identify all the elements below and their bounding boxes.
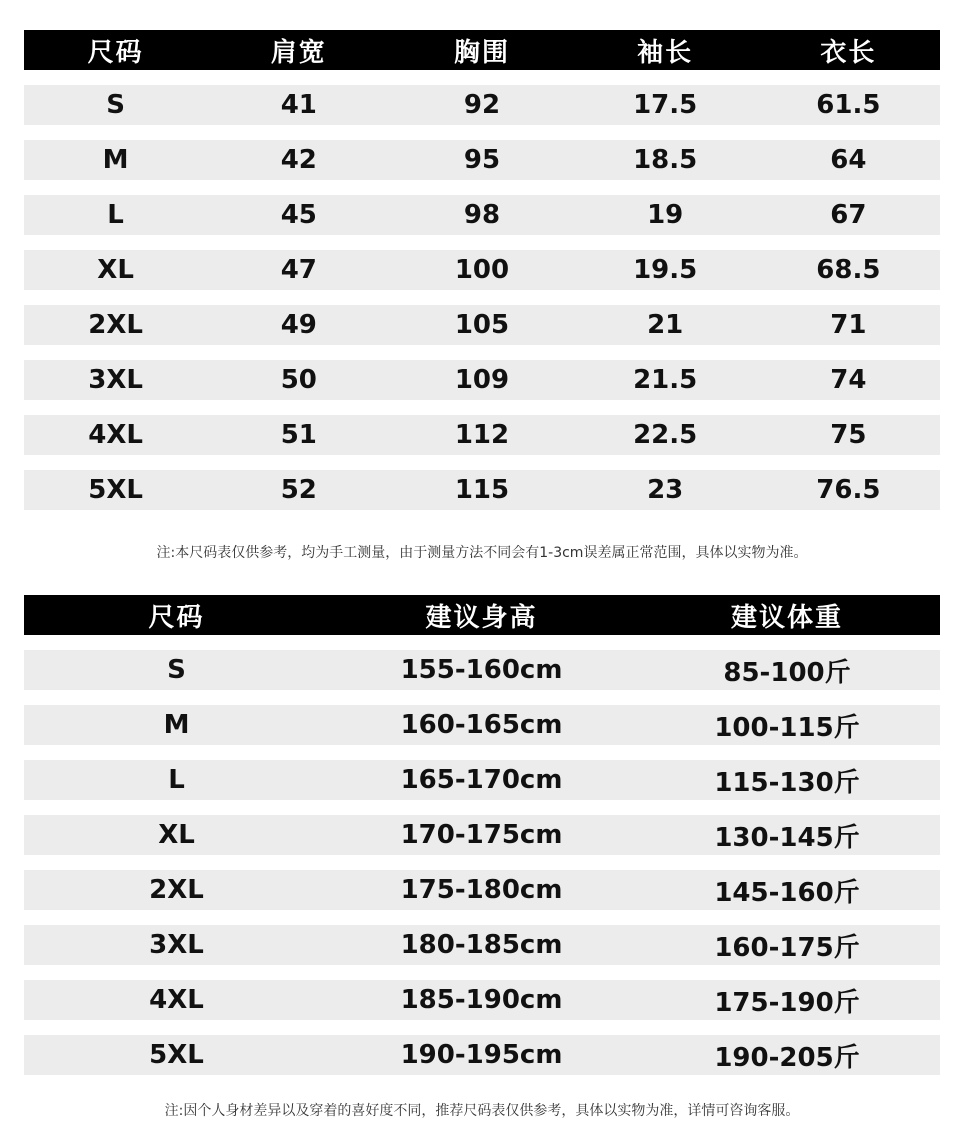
recommendation-note: 注:因个人身材差异以及穿着的喜好度不同，推荐尺码表仅供参考，具体以实物为准，详情可咨询客服。: [164, 1103, 800, 1119]
table-cell: 130-145斤: [714, 822, 860, 853]
table-cell: 76.5: [816, 475, 881, 505]
table-cell: 170-175cm: [400, 820, 563, 850]
table-cell: 45: [280, 200, 317, 230]
table-cell: XL: [158, 820, 195, 850]
table-cell: 185-190cm: [400, 985, 563, 1015]
table-cell: 42: [280, 145, 317, 175]
measurement-note: 注:本尺码表仅供参考，均为手工测量，由于测量方法不同会有1-3cm误差属正常范围，具体以实物为准。: [156, 545, 808, 561]
header-size: 尺码: [148, 602, 205, 633]
header-sleeve: 袖长: [637, 37, 694, 68]
table-row: [24, 760, 940, 800]
table-cell: 21: [647, 310, 684, 340]
table-cell: 160-165cm: [400, 710, 563, 740]
table-row: [24, 415, 940, 455]
table-header: [24, 30, 940, 70]
table-cell: 100-115斤: [714, 712, 860, 743]
table-cell: 180-185cm: [400, 930, 563, 960]
table-cell: 23: [647, 475, 684, 505]
table-cell: 98: [463, 200, 501, 230]
table-cell: 105: [454, 310, 510, 340]
table-cell: 2XL: [88, 310, 143, 340]
size-measurement-table: [24, 30, 940, 510]
table-cell: 115-130斤: [714, 767, 860, 798]
table-cell: 145-160斤: [714, 877, 860, 908]
table-row: [24, 705, 940, 745]
table-cell: 165-170cm: [400, 765, 563, 795]
header-chest: 胸围: [453, 37, 510, 68]
table-cell: L: [168, 765, 185, 795]
table-cell: 3XL: [149, 930, 204, 960]
table-cell: 190-205斤: [714, 1042, 860, 1073]
table-row: [24, 925, 940, 965]
table-row: [24, 250, 940, 290]
table-cell: 160-175斤: [714, 932, 860, 963]
header-weight: 建议体重: [730, 602, 843, 633]
table-cell: 100: [454, 255, 510, 285]
size-recommendation-table: [24, 595, 940, 1075]
table-cell: M: [163, 710, 190, 740]
table-cell: 112: [454, 420, 510, 450]
table-cell: 17.5: [633, 90, 698, 120]
table-row: [24, 470, 940, 510]
table-row: [24, 85, 940, 125]
table-cell: 49: [280, 310, 317, 340]
table-cell: M: [102, 145, 129, 175]
table-cell: S: [167, 655, 186, 685]
table-cell: S: [106, 90, 125, 120]
table-cell: 2XL: [149, 875, 204, 905]
table-cell: 155-160cm: [400, 655, 563, 685]
table-cell: 47: [280, 255, 317, 285]
table-cell: 175-190斤: [714, 987, 860, 1018]
table-cell: 190-195cm: [400, 1040, 563, 1070]
table-cell: 4XL: [88, 420, 143, 450]
table-row: [24, 195, 940, 235]
table-row: [24, 980, 940, 1020]
table-cell: 19: [647, 200, 684, 230]
table-row: [24, 305, 940, 345]
table-cell: 52: [280, 475, 317, 505]
table-row: [24, 650, 940, 690]
table-cell: 50: [280, 365, 317, 395]
table-cell: 4XL: [149, 985, 204, 1015]
table-cell: 85-100斤: [723, 657, 851, 688]
table-cell: 74: [830, 365, 867, 395]
header-height: 建议身高: [425, 602, 538, 633]
header-size: 尺码: [87, 37, 144, 68]
table-cell: 75: [830, 420, 867, 450]
table-row: [24, 140, 940, 180]
table-cell: 5XL: [88, 475, 143, 505]
table-row: [24, 1035, 940, 1075]
table-cell: 3XL: [88, 365, 143, 395]
table-cell: 68.5: [816, 255, 881, 285]
table-cell: 22.5: [633, 420, 698, 450]
header-shoulder: 肩宽: [270, 37, 327, 68]
header-length: 衣长: [820, 37, 877, 68]
table-row: [24, 360, 940, 400]
table-cell: 115: [454, 475, 510, 505]
table-cell: 61.5: [816, 90, 881, 120]
table-cell: L: [107, 200, 124, 230]
table-cell: XL: [97, 255, 134, 285]
table-cell: 71: [830, 310, 867, 340]
table-row: [24, 815, 940, 855]
table-cell: 175-180cm: [400, 875, 563, 905]
table-cell: 19.5: [633, 255, 698, 285]
table-cell: 5XL: [149, 1040, 204, 1070]
table-cell: 92: [463, 90, 501, 120]
table-cell: 67: [830, 200, 867, 230]
table-cell: 109: [454, 365, 510, 395]
table-cell: 41: [280, 90, 317, 120]
table-cell: 18.5: [633, 145, 698, 175]
table-row: [24, 870, 940, 910]
table-cell: 64: [830, 145, 867, 175]
table-cell: 95: [463, 145, 501, 175]
table-cell: 21.5: [633, 365, 698, 395]
table-header: [24, 595, 940, 635]
table-cell: 51: [280, 420, 317, 450]
